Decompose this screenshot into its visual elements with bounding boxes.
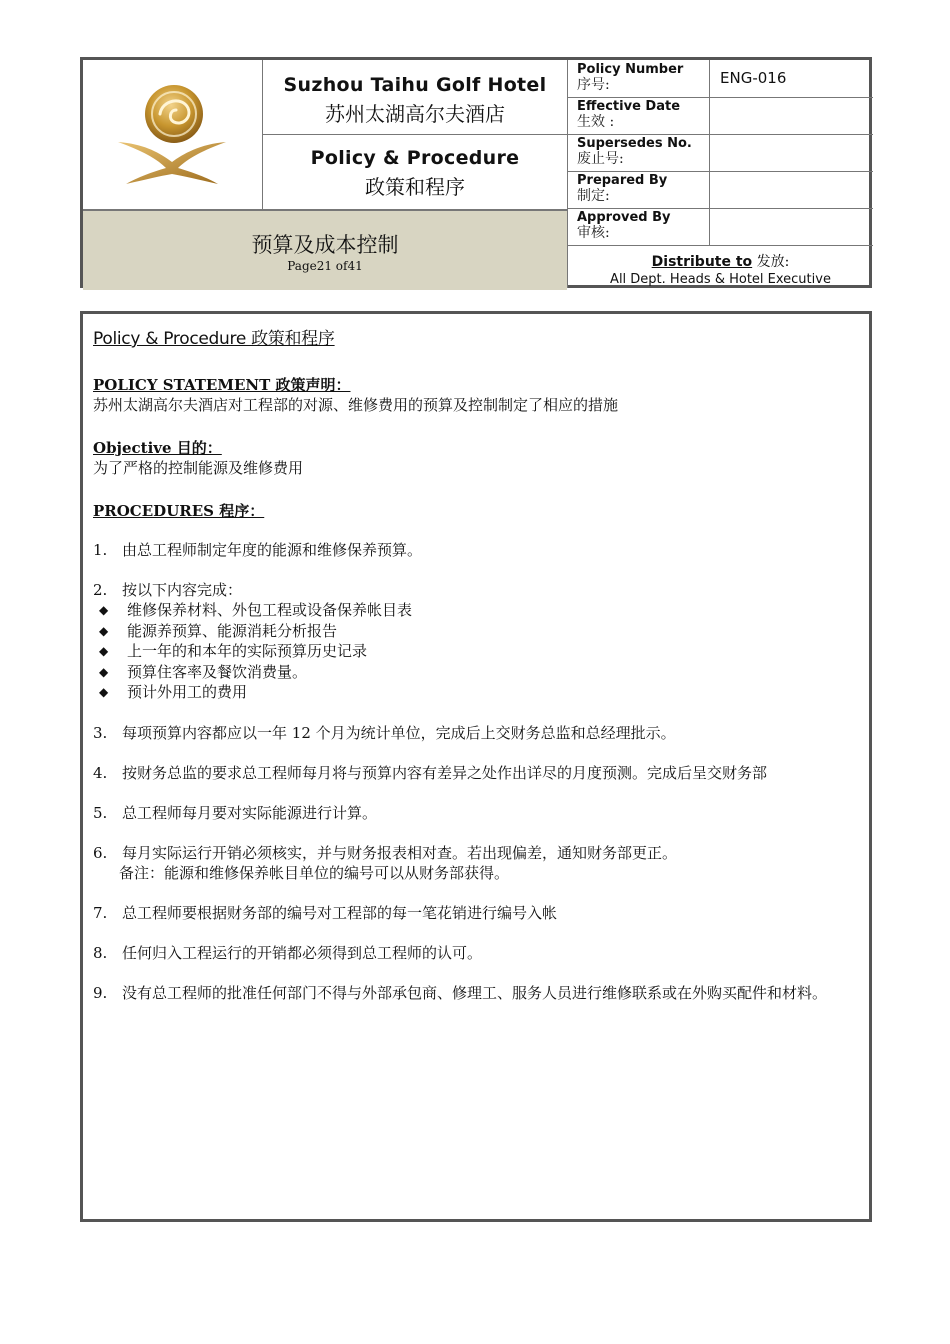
document-header: [80, 57, 872, 288]
approved-by-value: [710, 208, 873, 245]
procedures: [93, 500, 859, 1003]
field-label-zh: 序号:: [577, 77, 610, 93]
diamond-bullet-icon: ◆: [99, 644, 109, 658]
item-text: 任何归入工程运行的开销都必须得到总工程师的认可。: [122, 943, 483, 962]
item-text: 每月实际运行开销必须核实，并与财务报表相对查。若出现偏差，通知财务部更正。: [122, 843, 678, 862]
field-label-en: Effective Date: [577, 99, 681, 114]
distribute-label-en: Distribute to: [651, 254, 753, 270]
section-title: Policy & Procedure 政策和程序: [93, 329, 335, 349]
item-number: 3.: [93, 723, 108, 742]
list-item: [93, 803, 859, 823]
objective-text: 为了严格的控制能源及维修费用: [93, 459, 304, 477]
diamond-bullet-icon: ◆: [99, 603, 109, 617]
supersedes-row: [568, 134, 873, 172]
list-item: [93, 843, 859, 863]
item-text: 每项预算内容都应以一年 12 个月为统计单位，完成后上交财务总监和总经理批示。: [122, 723, 676, 742]
hotel-name-cell: [263, 60, 567, 135]
item6-note: 备注：能源和维修保养帐目单位的编号可以从财务部获得。: [119, 863, 510, 882]
item-number: 8.: [93, 943, 108, 962]
subject-title: 预算及成本控制: [251, 233, 399, 257]
prepared-by-row: [568, 171, 873, 209]
list-item: [93, 723, 859, 743]
policy-statement-text: 苏州太湖高尔夫酒店对工程部的对源、维修费用的预算及控制制定了相应的措施: [93, 396, 619, 414]
distribute-label-zh: 发放:: [752, 254, 790, 270]
item-number: 4.: [93, 763, 108, 782]
doc-type-zh: 政策和程序: [365, 175, 465, 199]
hotel-name-zh: 苏州太湖高尔夫酒店: [325, 102, 505, 126]
field-label-en: Approved By: [577, 210, 671, 225]
doc-type-cell: [263, 135, 567, 209]
page-number: Page21 of41: [287, 259, 363, 273]
item-number: 1.: [93, 541, 108, 559]
item-text: 没有总工程师的批准任何部门不得与外部承包商、修理工、服务人员进行维修联系或在外购买配件和材料。: [122, 983, 828, 1002]
diamond-bullet-icon: ◆: [99, 685, 109, 699]
diamond-bullet-icon: ◆: [99, 623, 109, 638]
item-number: 9.: [93, 983, 108, 1002]
distribute-value: All Dept. Heads & Hotel Executive: [610, 272, 831, 287]
item-text: 按以下内容完成：: [122, 581, 243, 599]
item-text: 总工程师要根据财务部的编号对工程部的每一笔花销进行编号入帐: [122, 903, 558, 922]
policy-statement-heading: POLICY STATEMENT 政策声明：: [93, 376, 351, 394]
diamond-bullet-icon: ◆: [99, 664, 109, 679]
doc-type-en: Policy & Procedure: [310, 147, 520, 169]
policy-number-value: ENG-016: [720, 69, 787, 87]
field-label-en: Policy Number: [577, 62, 684, 77]
effective-date-row: [568, 97, 873, 135]
policy-statement: [93, 374, 859, 416]
effective-date-value: [710, 97, 873, 134]
bullet-item: ◆ 预算住客率及餐饮消费量。: [99, 662, 308, 681]
item2-bullet-list: [93, 600, 859, 703]
list-item: [93, 983, 859, 1003]
list-item: [93, 580, 859, 600]
supersedes-value: [710, 134, 873, 171]
field-label-en: Supersedes No.: [577, 136, 692, 151]
prepared-by-value: [710, 171, 873, 208]
hotel-logo: [116, 84, 228, 188]
hotel-name-en: Suzhou Taihu Golf Hotel: [283, 74, 547, 96]
logo-cell: [83, 60, 263, 209]
distribution-cell: [568, 245, 873, 288]
field-label-zh: 生效 :: [577, 114, 615, 130]
policy-number-row: [568, 60, 873, 98]
approved-by-row: [568, 208, 873, 246]
procedures-heading: PROCEDURES 程序：: [93, 502, 265, 520]
list-item: [93, 540, 859, 560]
item-number: 5.: [93, 803, 108, 822]
document-body: [80, 311, 872, 1222]
field-label-zh: 审核:: [577, 225, 610, 241]
item-number: 2.: [93, 581, 108, 599]
bullet-item: ◆ 能源养预算、能源消耗分析报告: [99, 621, 338, 640]
item-text: 总工程师每月要对实际能源进行计算。: [122, 803, 378, 822]
field-label-zh: 废止号:: [577, 151, 624, 167]
item-number: 6.: [93, 843, 108, 862]
item-number: 7.: [93, 903, 108, 922]
objective: [93, 437, 859, 479]
list-item: [93, 943, 859, 963]
bullet-item: ◆ 预计外用工的费用: [99, 683, 248, 701]
metadata-table: [567, 60, 873, 288]
objective-heading: Objective 目的：: [93, 439, 222, 457]
item-text: 由总工程师制定年度的能源和维修保养预算。: [122, 541, 423, 559]
list-item: [93, 763, 859, 783]
subject-cell: [83, 209, 567, 290]
bullet-item: ◆ 上一年的和本年的实际预算历史记录: [99, 642, 368, 660]
field-label-zh: 制定:: [577, 188, 610, 204]
list-item: [93, 903, 859, 923]
item-text: 按财务总监的要求总工程师每月将与预算内容有差异之处作出详尽的月度预测。完成后呈交财务部: [122, 763, 768, 782]
bullet-item: ◆ 维修保养材料、外包工程或设备保养帐目表: [99, 601, 413, 619]
field-label-en: Prepared By: [577, 173, 668, 188]
